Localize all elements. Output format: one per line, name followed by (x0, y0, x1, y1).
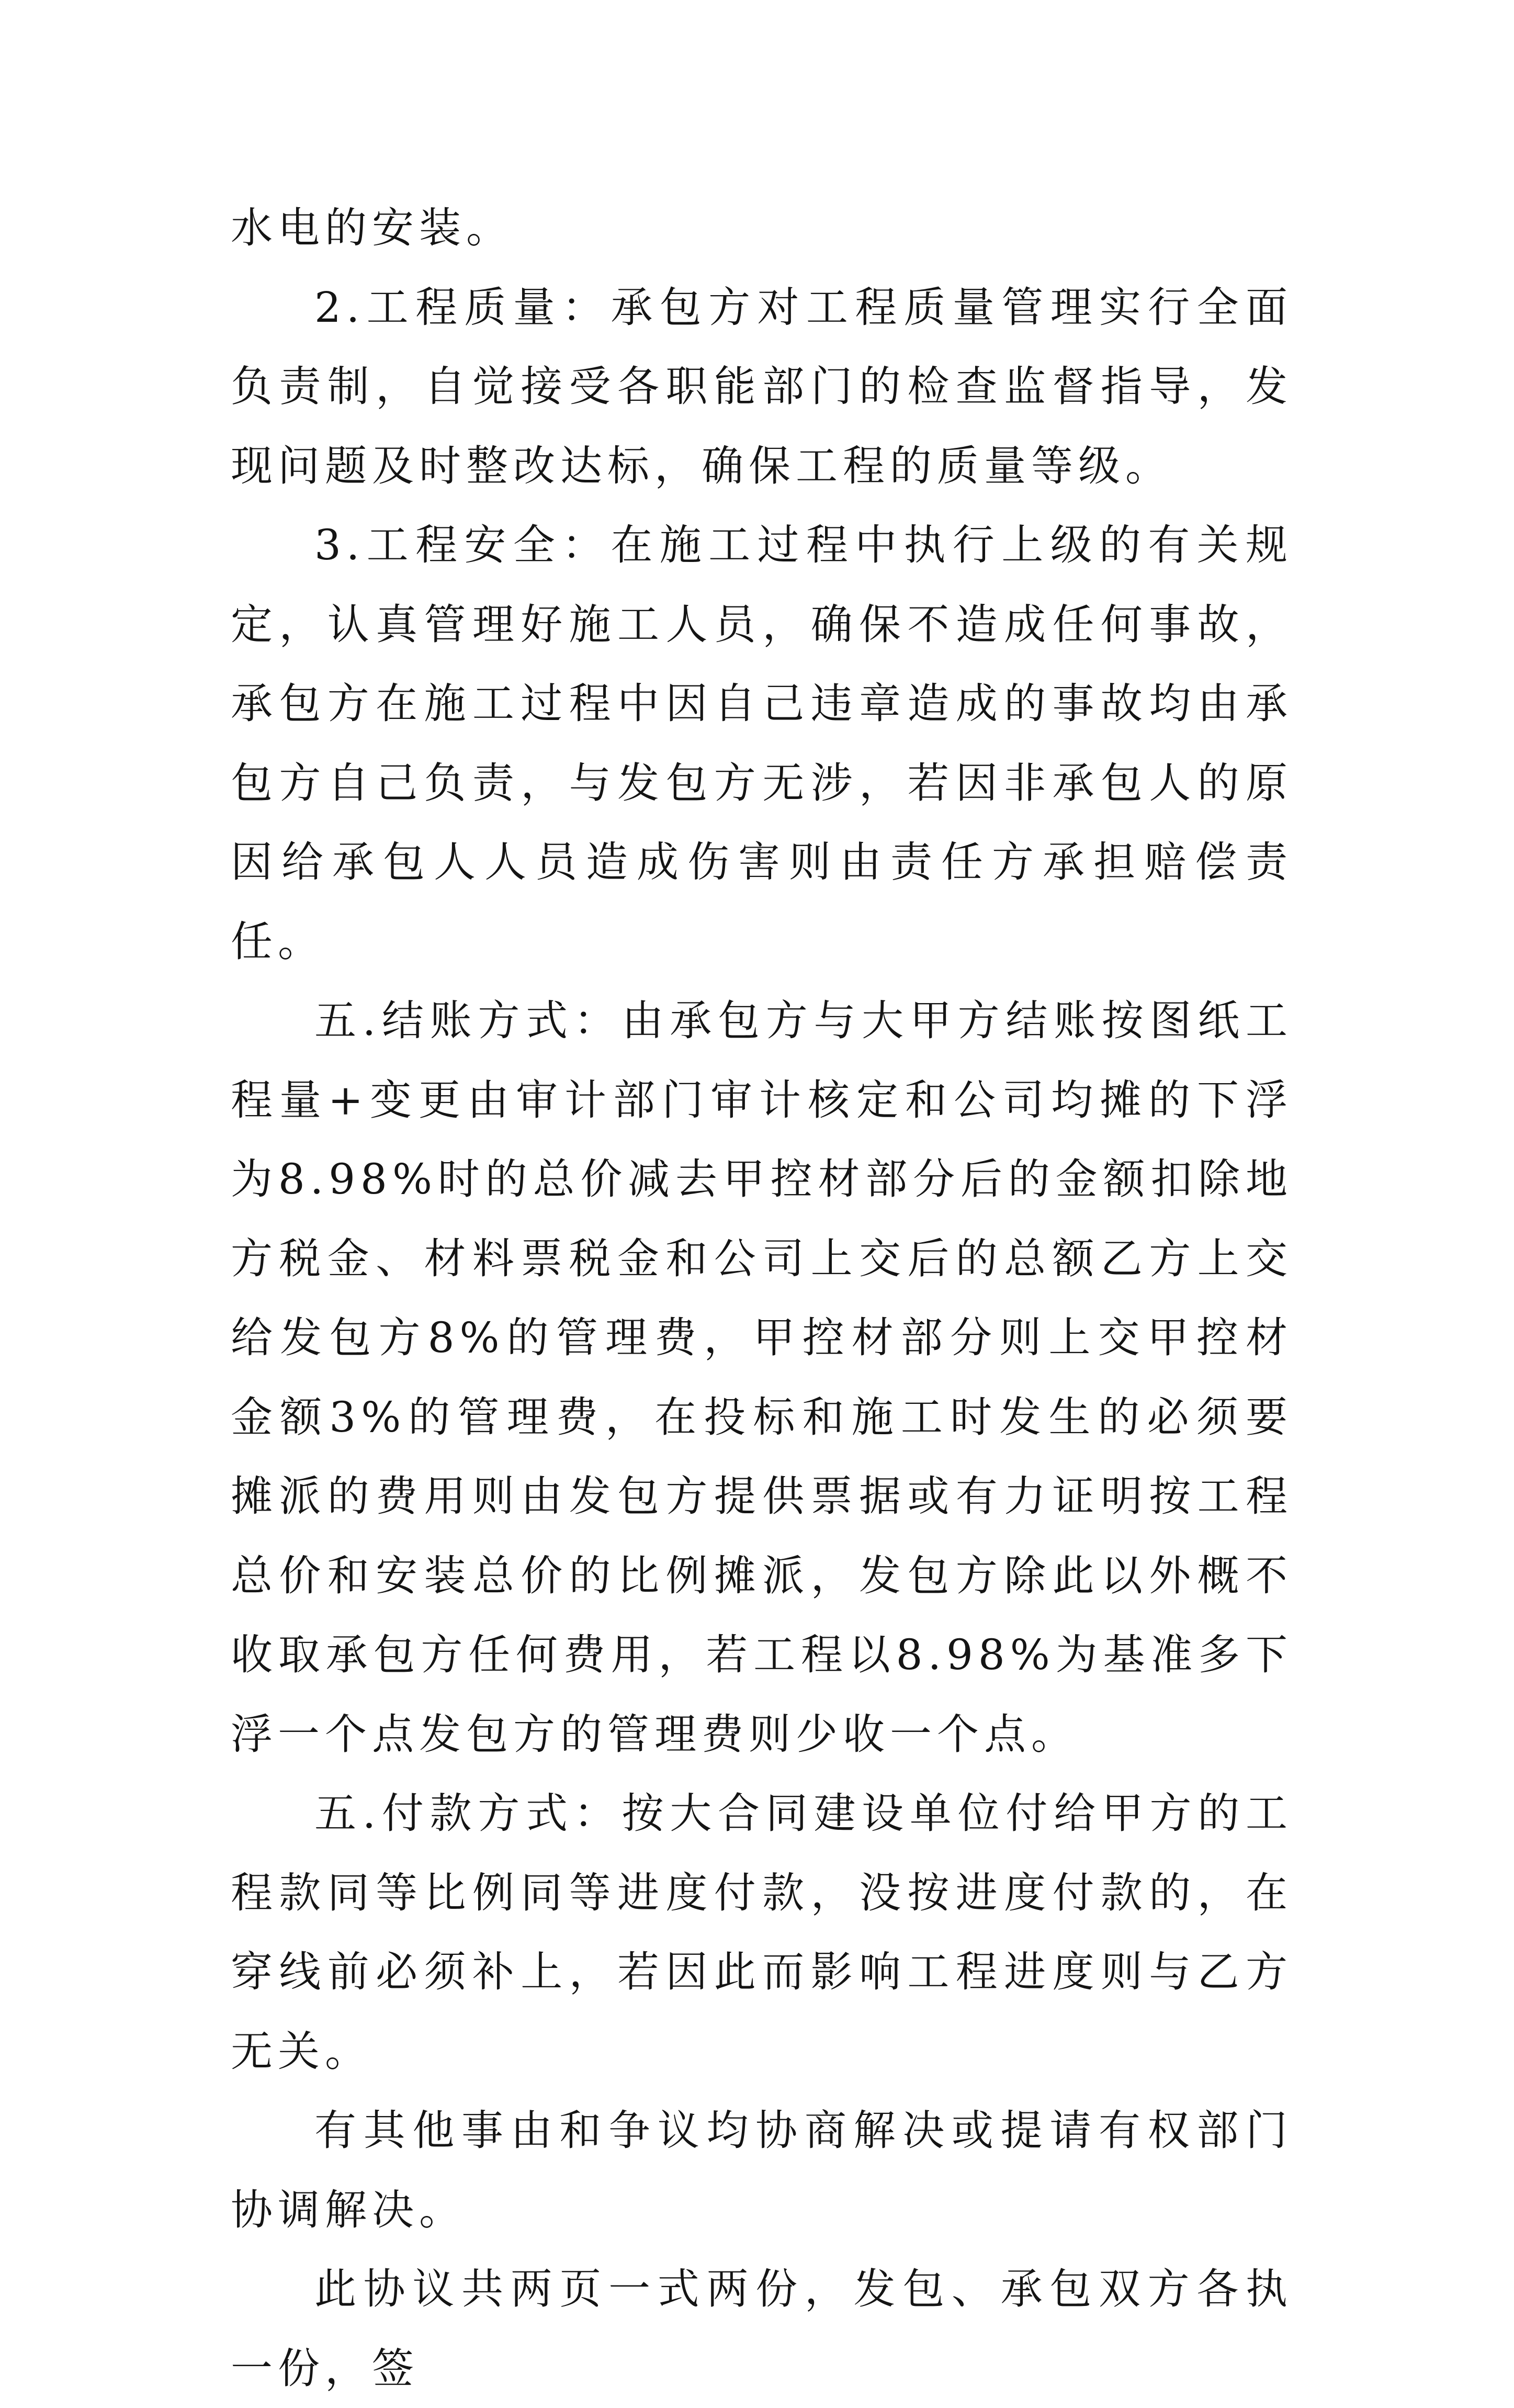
paragraph-safety: 3.工程安全：在施工过程中执行上级的有关规定，认真管理好施工人员，确保不造成任何事故，承包方在施工过程中因自己违章造成的事故均由承包方自己负责，与发包方无涉，若因非承包人的原因给承包人人员造成伤害则由责任方承担赔偿责任。 (231, 521, 1293, 966)
paragraph-settlement: 五.结账方式：由承包方与大甲方结账按图纸工程量+变更由审计部门审计核定和公司均摊的下浮为8.98%时的总价减去甲控材部分后的金额扣除地方税金、材料票税金和公司上交后的总额乙方上交给发包方8%的管理费，甲控材部分则上交甲控材金额3%的管理费，在投标和施工时发生的必须要摊派的费用则由发包方提供票据或有力证明按工程总价和安装总价的比例摊派，发包方除此以外概不收取承包方任何费用，若工程以8.98%为基准多下浮一个点发包方的管理费则少收一个点。 (231, 996, 1293, 1759)
paragraph-disputes: 有其他事由和争议均协商解决或提请有权部门协调解决。 (231, 2106, 1293, 2234)
paragraph-quality: 2.工程质量：承包方对工程质量管理实行全面负责制，自觉接受各职能部门的检查监督指导，发现问题及时整改达标，确保工程的质量等级。 (231, 283, 1293, 490)
document-body (231, 188, 1293, 2408)
paragraph-payment: 五.付款方式：按大合同建设单位付给甲方的工程款同等比例同等进度付款，没按进度付款的，在穿线前必须补上，若因此而影响工程进度则与乙方无关。 (231, 1789, 1293, 2076)
paragraph-copies: 此协议共两页一式两份，发包、承包双方各执一份，签 (231, 2265, 1293, 2393)
paragraph-continuation: 水电的安装。 (231, 204, 513, 252)
